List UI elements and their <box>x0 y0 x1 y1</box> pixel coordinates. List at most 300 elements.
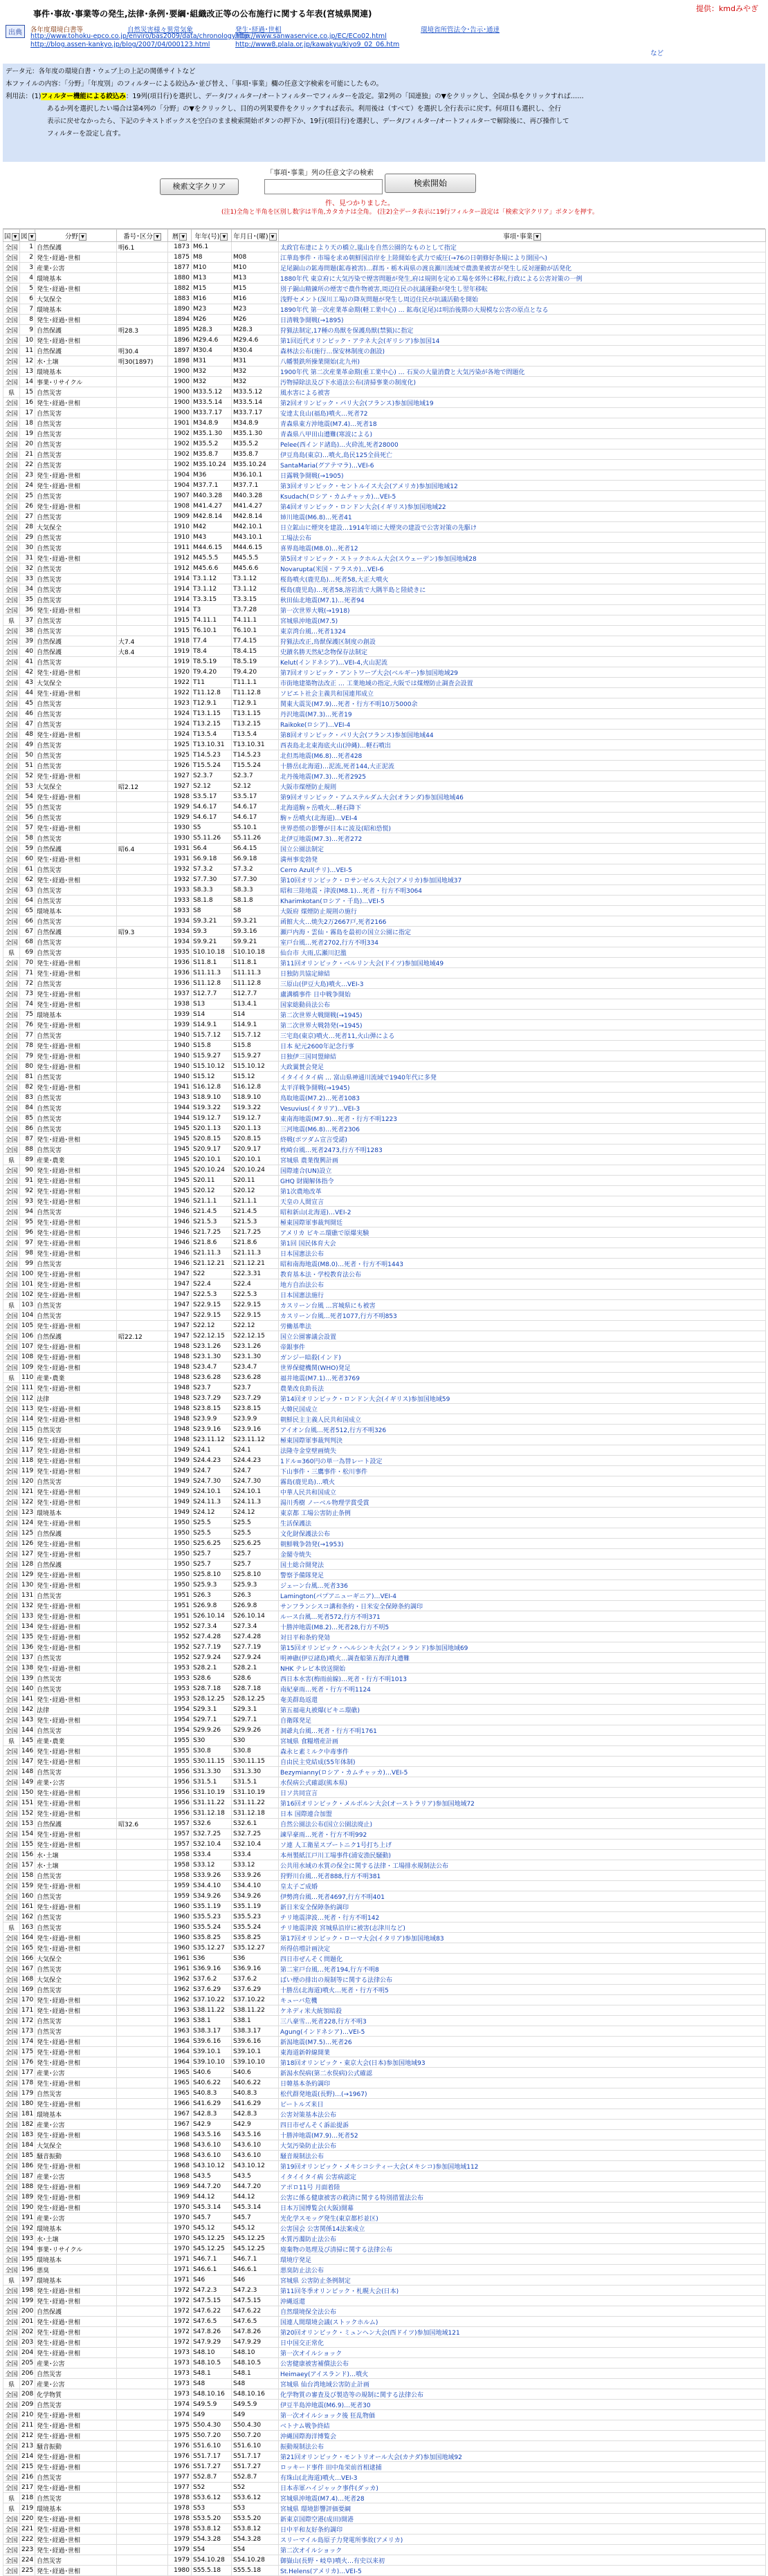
table-cell: S37.10.22 <box>192 1995 232 2005</box>
table-cell: 全国 <box>3 896 20 906</box>
column-header[interactable] <box>192 230 232 242</box>
table-cell: 明30(1897) <box>117 356 168 367</box>
column-header[interactable] <box>232 230 279 242</box>
table-cell: S20.9.17 <box>232 1145 279 1155</box>
table-cell <box>117 1466 168 1476</box>
table-cell: 全国 <box>3 968 20 979</box>
source-label-3[interactable]: 発生･経過･世相 <box>235 26 282 34</box>
table-cell: 203 <box>20 2337 35 2348</box>
table-cell: S7.3.2 <box>192 864 232 875</box>
table-cell: 全国 <box>3 2078 20 2088</box>
table-cell: 123 <box>20 1508 35 1518</box>
table-cell: 発生･経過･世相 <box>35 958 117 968</box>
column-header[interactable] <box>168 230 192 242</box>
table-cell: M35.10.24 <box>192 460 232 470</box>
table-cell <box>117 2213 168 2223</box>
table-cell: 発生･経過･世相 <box>35 1062 117 1072</box>
table-cell: S21.7.25 <box>232 1227 279 1238</box>
table-cell: 浅野セメント(深川工場)の降灰問題が発生し周辺住民が抗議活動を開始 <box>279 294 766 304</box>
table-cell: ガンジー暗殺(インド) <box>279 1352 766 1362</box>
table-cell: 1931 <box>168 844 192 854</box>
table-cell <box>117 678 168 688</box>
table-row <box>3 1508 766 1518</box>
table-cell: 112 <box>20 1393 35 1404</box>
table-cell: 全国 <box>3 2109 20 2120</box>
table-cell: 40 <box>20 647 35 657</box>
table-cell: 全国 <box>3 688 20 698</box>
table-row <box>3 1840 766 1850</box>
table-cell: 62 <box>20 875 35 885</box>
table-cell: 全国 <box>3 2047 20 2057</box>
table-cell <box>117 1922 168 1933</box>
table-cell: 1914 <box>168 605 192 615</box>
start-search-button[interactable]: 検索開始 <box>385 174 476 193</box>
table-cell: S20.8.15 <box>192 1134 232 1145</box>
table-cell: 1883 <box>168 294 192 304</box>
table-cell: 全国 <box>3 1663 20 1674</box>
table-row <box>3 875 766 885</box>
table-cell: S6.9.18 <box>232 854 279 864</box>
table-cell: 1945 <box>168 1155 192 1165</box>
table-cell: 全国 <box>3 1414 20 1425</box>
table-cell: 全国 <box>3 2057 20 2068</box>
table-cell: S33.12 <box>232 1860 279 1871</box>
table-cell: 全国 <box>3 2317 20 2327</box>
table-cell <box>117 512 168 522</box>
table-cell: 221 <box>20 2524 35 2535</box>
table-cell: S26.3 <box>192 1591 232 1601</box>
table-cell: 産業･公害 <box>35 2068 117 2078</box>
table-cell: 1949 <box>168 1497 192 1508</box>
table-cell: S22.9.15 <box>232 1300 279 1310</box>
table-cell <box>117 1062 168 1072</box>
table-cell: 149 <box>20 1777 35 1788</box>
table-cell: S35.12.27 <box>232 1943 279 1954</box>
table-cell: M8 <box>192 252 232 263</box>
table-cell: 全国 <box>3 2545 20 2555</box>
table-cell: S5.11.26 <box>232 833 279 844</box>
table-cell: S43.10.12 <box>192 2161 232 2171</box>
table-cell: 明6.1 <box>117 242 168 252</box>
table-cell: 136 <box>20 1642 35 1653</box>
table-cell: S45.12.25 <box>192 2234 232 2244</box>
table-cell <box>117 2441 168 2452</box>
table-row <box>3 1041 766 1051</box>
table-cell: S43.6.10 <box>232 2140 279 2151</box>
table-cell: 202 <box>20 2327 35 2337</box>
table-cell: 国際連合(UN)設立 <box>279 1165 766 1176</box>
source-link-4[interactable]: http://www8.plala.or.jp/kawakyu/kiyo9_02_06.htm <box>235 41 400 48</box>
table-cell: 全国 <box>3 1176 20 1186</box>
table-cell: 自然災害 <box>35 1653 117 1663</box>
table-cell: 全国 <box>3 1456 20 1466</box>
table-cell: 181 <box>20 2109 35 2120</box>
table-cell: M33.5.12 <box>192 387 232 398</box>
table-row <box>3 968 766 979</box>
table-cell: M44.6.15 <box>192 543 232 553</box>
table-row <box>3 1601 766 1611</box>
table-row <box>3 532 766 543</box>
table-cell: 発生･経過･世相 <box>35 2452 117 2462</box>
table-cell: 全国 <box>3 1497 20 1508</box>
table-row <box>3 688 766 698</box>
table-cell: S21.5.3 <box>192 1217 232 1227</box>
table-cell: 47 <box>20 719 35 730</box>
table-cell: S45.3.14 <box>192 2203 232 2213</box>
column-header[interactable] <box>3 230 20 242</box>
table-cell: 187 <box>20 2171 35 2182</box>
table-cell <box>117 947 168 958</box>
table-cell: 帝銀事件 <box>279 1342 766 1352</box>
table-row <box>3 1331 766 1342</box>
table-cell: 189 <box>20 2192 35 2203</box>
table-cell: S15.9.27 <box>232 1051 279 1062</box>
table-cell: 全国 <box>3 1632 20 1642</box>
table-cell: 発生･経過･世相 <box>35 1176 117 1186</box>
table-cell: 1967 <box>168 2109 192 2120</box>
table-cell: 1944 <box>168 1113 192 1124</box>
table-cell: 1933 <box>168 885 192 896</box>
table-cell: 全国 <box>3 2389 20 2400</box>
table-cell: 1947 <box>168 1279 192 1290</box>
table-cell: 自然保護 <box>35 636 117 647</box>
table-cell: 自衛隊発足 <box>279 1715 766 1725</box>
table-cell: 法律 <box>35 1393 117 1404</box>
table-cell: T9.4.20 <box>232 667 279 678</box>
column-header[interactable] <box>35 230 117 242</box>
table-row <box>3 2431 766 2441</box>
table-cell: 1972 <box>168 2317 192 2327</box>
table-cell: 195 <box>20 2254 35 2265</box>
table-cell: M23 <box>232 304 279 315</box>
table-cell: 186 <box>20 2161 35 2171</box>
table-cell: 発生･経過･世相 <box>35 1497 117 1508</box>
filter-dropdown-icon[interactable]: ▼ <box>154 233 161 241</box>
table-cell: 1902 <box>168 429 192 439</box>
table-row <box>3 2161 766 2171</box>
table-cell: 全国 <box>3 1902 20 1912</box>
table-cell: S21.5.3 <box>232 1217 279 1227</box>
table-cell: S55.5.18 <box>192 2566 232 2576</box>
table-cell: M45.5.5 <box>192 553 232 564</box>
table-cell: S22.9.15 <box>232 1310 279 1321</box>
table-cell: 96 <box>20 1227 35 1238</box>
table-cell <box>117 2472 168 2483</box>
table-cell: M42 <box>192 522 232 532</box>
table-cell: 1976 <box>168 2452 192 2462</box>
table-cell <box>117 1777 168 1788</box>
table-cell: 1936 <box>168 968 192 979</box>
table-cell <box>117 304 168 315</box>
table-cell: S20.8.15 <box>232 1134 279 1145</box>
table-cell: 発生･経過･世相 <box>35 1238 117 1248</box>
table-cell: S39.10.10 <box>192 2057 232 2068</box>
table-cell: 1 <box>20 242 35 252</box>
table-cell: 28 <box>20 522 35 532</box>
table-cell <box>117 1611 168 1622</box>
table-row <box>3 792 766 802</box>
table-cell <box>117 439 168 450</box>
table-cell: 発生･経過･世相 <box>35 968 117 979</box>
table-cell: T11.12.8 <box>192 688 232 698</box>
table-cell: S31.5.1 <box>192 1777 232 1788</box>
table-cell <box>117 999 168 1010</box>
table-cell: S46.7.1 <box>232 2254 279 2265</box>
table-cell: S26.3 <box>232 1591 279 1601</box>
table-cell: 全国 <box>3 823 20 833</box>
table-cell: 1960 <box>168 1922 192 1933</box>
table-cell: 全国 <box>3 2441 20 2452</box>
table-cell: 全国 <box>3 833 20 844</box>
table-cell: 全国 <box>3 2420 20 2431</box>
table-cell: 全国 <box>3 1238 20 1248</box>
table-cell: 日韓基本条約調印 <box>279 2078 766 2088</box>
table-cell: 日ソ共同宣言 <box>279 1788 766 1798</box>
table-cell: S35.5.23 <box>232 1912 279 1922</box>
table-cell: 176 <box>20 2057 35 2068</box>
table-cell: 1965 <box>168 2068 192 2078</box>
table-cell: M41.4.27 <box>232 501 279 512</box>
table-row <box>3 1580 766 1591</box>
table-cell: 自然災害 <box>35 2016 117 2026</box>
table-cell: S25.5 <box>232 1528 279 1539</box>
table-cell: 1948 <box>168 1404 192 1414</box>
table-row <box>3 1342 766 1352</box>
table-cell: S5.11.26 <box>192 833 232 844</box>
table-cell: 世界保健機関(WHO)発足 <box>279 1362 766 1373</box>
table-cell: S2.3.7 <box>192 771 232 781</box>
table-cell: S26.9.8 <box>192 1601 232 1611</box>
table-cell: S36.9.16 <box>192 1964 232 1974</box>
table-cell: 162 <box>20 1912 35 1922</box>
table-cell: S28.6 <box>192 1674 232 1684</box>
table-cell: 全国 <box>3 2130 20 2140</box>
source-label-2[interactable]: 自然災害様々異常気象 <box>127 26 194 34</box>
table-cell: 全国 <box>3 315 20 325</box>
table-cell: 喜界島地震(M8.0)…死者12 <box>279 543 766 553</box>
filter-dropdown-icon[interactable]: ▼ <box>220 233 228 241</box>
table-cell: S20.11 <box>192 1176 232 1186</box>
table-cell: S51.6.10 <box>232 2441 279 2452</box>
table-cell: 193 <box>20 2234 35 2244</box>
table-cell: 発生･経過･世相 <box>35 1279 117 1290</box>
table-cell: M36.10.1 <box>232 470 279 481</box>
table-cell: 128 <box>20 1559 35 1570</box>
table-cell: 発生･経過･世相 <box>35 999 117 1010</box>
table-cell: M33.7.17 <box>232 408 279 418</box>
table-cell <box>117 1393 168 1404</box>
table-cell: 1936 <box>168 958 192 968</box>
filter-dropdown-icon[interactable]: ▼ <box>79 233 86 241</box>
filter-dropdown-icon[interactable]: ▼ <box>179 233 187 241</box>
table-cell <box>117 491 168 501</box>
table-cell: S53 <box>192 2503 232 2514</box>
table-cell: S43.10.12 <box>232 2161 279 2171</box>
table-cell: S11.8.1 <box>232 958 279 968</box>
table-cell: 1965 <box>168 2078 192 2088</box>
table-cell: 1945 <box>168 1176 192 1186</box>
clear-search-button[interactable]: 検索文字クリア <box>160 178 239 195</box>
table-cell <box>117 1456 168 1466</box>
table-cell <box>117 1051 168 1062</box>
table-cell: 90 <box>20 1165 35 1176</box>
table-cell: 明28.3 <box>117 325 168 335</box>
table-cell: S41.6.29 <box>232 2099 279 2109</box>
table-row <box>3 1746 766 1757</box>
table-cell: 発生･経過･世相 <box>35 1134 117 1145</box>
table-cell: T13.2.15 <box>192 719 232 730</box>
table-cell: S40.6 <box>192 2068 232 2078</box>
table-cell: S3.5.17 <box>192 792 232 802</box>
table-cell: 1958 <box>168 1860 192 1871</box>
table-cell: 208 <box>20 2389 35 2400</box>
table-cell: 54 <box>20 792 35 802</box>
table-cell: 63 <box>20 885 35 896</box>
table-cell: S6.4 <box>192 844 232 854</box>
table-cell: 三宅島(東京)噴火…死者11,火山弾による <box>279 1030 766 1041</box>
table-cell: 松代群発地震(長野)…(→1967) <box>279 2088 766 2099</box>
table-row <box>3 1518 766 1528</box>
table-row <box>3 989 766 999</box>
filter-dropdown-icon[interactable]: ▼ <box>269 233 277 241</box>
table-cell: 1952 <box>168 1632 192 1642</box>
table-row <box>3 2483 766 2493</box>
table-cell: 114 <box>20 1414 35 1425</box>
filter-dropdown-icon[interactable]: ▼ <box>28 233 36 241</box>
table-cell: S21.8.6 <box>232 1238 279 1248</box>
table-cell <box>117 470 168 481</box>
table-cell: S15.12 <box>192 1072 232 1082</box>
table-row <box>3 2057 766 2068</box>
table-cell: 全国 <box>3 294 20 304</box>
filter-dropdown-icon[interactable]: ▼ <box>533 233 541 241</box>
table-cell: 1972 <box>168 2286 192 2296</box>
table-cell: S9.3.21 <box>192 916 232 927</box>
table-cell: 1938 <box>168 999 192 1010</box>
table-cell: S43.5 <box>192 2171 232 2182</box>
source-link-5[interactable]: http://blog.assen-kankyo.jp/blog/2007/04/000123.html <box>30 41 210 48</box>
filter-dropdown-icon[interactable]: ▼ <box>12 233 19 241</box>
table-cell <box>117 1373 168 1383</box>
table-cell: 158 <box>20 1871 35 1881</box>
table-cell: 騒音振動 <box>35 2441 117 2452</box>
table-cell: 全国 <box>3 2151 20 2161</box>
table-cell: 1957 <box>168 1829 192 1840</box>
table-cell: S23.8.15 <box>232 1404 279 1414</box>
table-row <box>3 1611 766 1622</box>
table-cell: T3 <box>192 605 232 615</box>
table-cell: S11.12.8 <box>192 979 232 989</box>
table-cell: 自然災害 <box>35 1072 117 1082</box>
table-row <box>3 1445 766 1456</box>
table-cell: 自然災害 <box>35 1674 117 1684</box>
table-cell: 133 <box>20 1611 35 1622</box>
table-cell: 1960 <box>168 1902 192 1912</box>
table-cell: 1932 <box>168 864 192 875</box>
search-input[interactable] <box>264 179 383 194</box>
table-cell: 1939 <box>168 1020 192 1030</box>
table-cell: 1914 <box>168 584 192 595</box>
table-cell: 1923 <box>168 698 192 709</box>
table-row <box>3 1777 766 1788</box>
table-cell: 発生･経過･世相 <box>35 2037 117 2047</box>
table-cell: M33.5.12 <box>232 387 279 398</box>
table-cell <box>117 1508 168 1518</box>
table-cell <box>117 2151 168 2161</box>
table-cell: 1956 <box>168 1808 192 1819</box>
filter-highlight: フィルター機能による絞込み <box>41 93 126 100</box>
source-link-3[interactable]: http://www.sanwaservice.co.jp/EC/ECo02.html <box>235 33 387 40</box>
table-cell: T6.10.1 <box>232 626 279 636</box>
table-cell: S24.12 <box>192 1508 232 1518</box>
table-cell: S33.4 <box>192 1850 232 1860</box>
table-row <box>3 398 766 408</box>
table-row <box>3 2203 766 2213</box>
table-row <box>3 1559 766 1570</box>
table-row <box>3 958 766 968</box>
table-row <box>3 1891 766 1902</box>
source-label-4[interactable]: 環境省所管法令･告示･通達 <box>421 26 500 34</box>
table-cell: S25.9.3 <box>232 1580 279 1591</box>
table-cell: M33.5.14 <box>232 398 279 408</box>
table-cell <box>117 1684 168 1694</box>
source-link-1[interactable]: http://www.tohoku-epco.co.jp/enviro/bas2009/data/chronology.htm <box>30 33 250 40</box>
table-cell: 2 <box>20 252 35 263</box>
table-cell: 196 <box>20 2265 35 2275</box>
table-cell: 全国 <box>3 1227 20 1238</box>
column-header[interactable] <box>279 230 766 242</box>
table-cell: 沖縄国際海洋博覧会 <box>279 2431 766 2441</box>
table-cell: S47.6.5 <box>192 2317 232 2327</box>
table-cell: 全国 <box>3 1757 20 1767</box>
table-cell <box>117 979 168 989</box>
table-cell: 全国 <box>3 1207 20 1217</box>
table-cell: 日本 紀元2600年記念行事 <box>279 1041 766 1051</box>
table-cell: S31.12.18 <box>192 1808 232 1819</box>
column-header[interactable] <box>20 230 35 242</box>
table-cell: Pelee(西インド諸島)…火砕流,死者28000 <box>279 439 766 450</box>
table-cell: 全国 <box>3 999 20 1010</box>
column-header[interactable] <box>117 230 168 242</box>
table-cell: 204 <box>20 2348 35 2358</box>
table-cell: 全国 <box>3 1082 20 1093</box>
table-cell <box>232 242 279 252</box>
table-cell: S47.5.15 <box>232 2296 279 2306</box>
table-cell: 1956 <box>168 1798 192 1808</box>
table-cell: 86 <box>20 1124 35 1134</box>
column-header-label: 事項･事業 <box>503 232 533 241</box>
table-cell: S39.6.16 <box>232 2037 279 2047</box>
table-cell: 全国 <box>3 1248 20 1259</box>
table-cell: 自然災害 <box>35 1103 117 1113</box>
table-cell: 東京都 工場公害防止条例 <box>279 1508 766 1518</box>
table-cell <box>117 1601 168 1611</box>
table-cell: 1922 <box>168 678 192 688</box>
table-cell: 県 <box>3 1922 20 1933</box>
table-row <box>3 335 766 346</box>
table-row <box>3 927 766 937</box>
table-cell: 1951 <box>168 1611 192 1622</box>
table-cell <box>117 698 168 709</box>
table-cell: S6.4.15 <box>232 844 279 854</box>
table-cell: 国立公園法制定 <box>279 844 766 854</box>
table-cell: S25.9.3 <box>192 1580 232 1591</box>
table-cell: 十勝岳(北海道)噴火…死者・行方不明5 <box>279 1985 766 1995</box>
table-cell: 第一次世界大戦(→1918) <box>279 605 766 615</box>
table-cell: 全国 <box>3 460 20 470</box>
table-cell: S45.12.25 <box>232 2234 279 2244</box>
table-cell: S35.8.25 <box>232 1933 279 1943</box>
